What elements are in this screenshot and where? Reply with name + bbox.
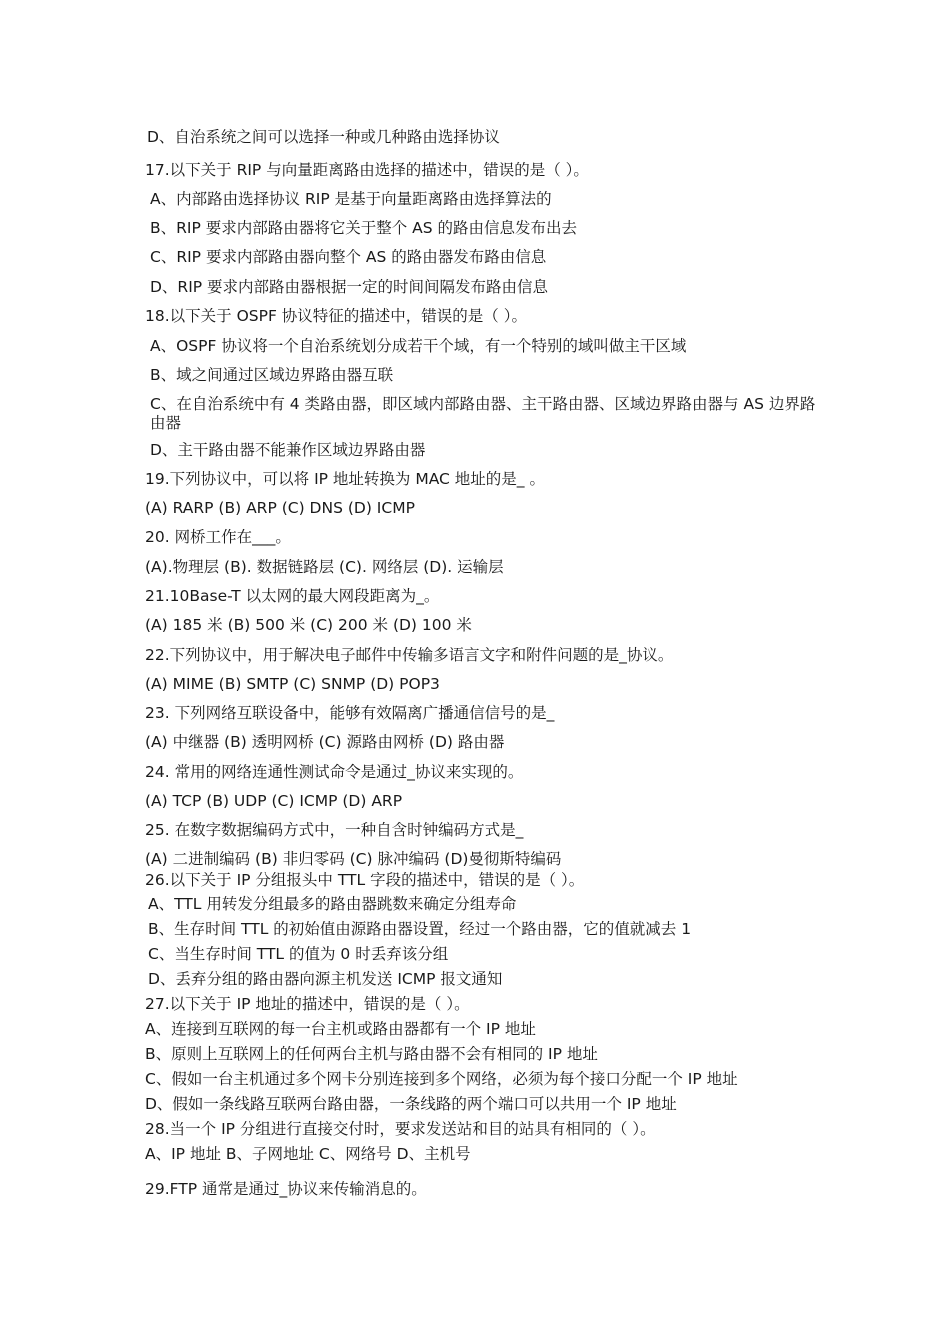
question-text: 26.以下关于 IP 分组报头中 TTL 字段的描述中，错误的是（ ）。: [145, 871, 585, 889]
question-text: 22.下列协议中，用于解决电子邮件中传输多语言文字和附件问题的是_协议。: [145, 646, 674, 664]
option-text: B、原则上互联网上的任何两台主机与路由器不会有相同的 IP 地址: [145, 1045, 598, 1063]
option-text: D、RIP 要求内部路由器根据一定的时间间隔发布路由信息: [150, 278, 549, 296]
option-text: B、RIP 要求内部路由器将它关于整个 AS 的路由信息发布出去: [150, 219, 578, 237]
option-text: A、TTL 用转发分组最多的路由器跳数来确定分组寿命: [148, 895, 517, 913]
option-text: D、主干路由器不能兼作区域边界路由器: [150, 441, 426, 459]
option-text: A、内部路由选择协议 RIP 是基于向量距离路由选择算法的: [150, 190, 552, 208]
option-text: (A) TCP (B) UDP (C) ICMP (D) ARP: [145, 792, 403, 810]
question-text: 20. 网桥工作在___。: [145, 528, 291, 546]
question-text: 25. 在数字数据编码方式中，一种自含时钟编码方式是_: [145, 821, 524, 839]
question-text: 24. 常用的网络连通性测试命令是通过_协议来实现的。: [145, 763, 524, 781]
option-text: A、连接到互联网的每一台主机或路由器都有一个 IP 地址: [145, 1020, 536, 1038]
question-text: 27.以下关于 IP 地址的描述中，错误的是（ ）。: [145, 995, 470, 1013]
option-text: C、RIP 要求内部路由器向整个 AS 的路由器发布路由信息: [150, 248, 547, 266]
option-text: (A) MIME (B) SMTP (C) SNMP (D) POP3: [145, 675, 440, 693]
question-text: 18.以下关于 OSPF 协议特征的描述中，错误的是（ ）。: [145, 307, 527, 325]
question-text: 23. 下列网络互联设备中，能够有效隔离广播通信信号的是_: [145, 704, 555, 722]
option-text: B、生存时间 TTL 的初始值由源路由器设置，经过一个路由器，它的值就减去 1: [148, 920, 692, 938]
question-text: 17.以下关于 RIP 与向量距离路由选择的描述中，错误的是（ ）。: [145, 161, 589, 179]
option-text: C、在自治系统中有 4 类路由器，即区域内部路由器、主干路由器、区域边界路由器与 AS 边界路由器: [150, 395, 816, 432]
option-text: B、域之间通过区域边界路由器互联: [150, 366, 394, 384]
option-text: (A) 中继器 (B) 透明网桥 (C) 源路由网桥 (D) 路由器: [145, 733, 505, 751]
option-text: C、假如一台主机通过多个网卡分别连接到多个网络，必须为每个接口分配一个 IP 地址: [145, 1070, 738, 1088]
option-text: C、当生存时间 TTL 的值为 0 时丢弃该分组: [148, 945, 449, 963]
option-text: A、OSPF 协议将一个自治系统划分成若干个域，有一个特别的域叫做主干区域: [150, 337, 687, 355]
option-text: D、假如一条线路互联两台路由器，一条线路的两个端口可以共用一个 IP 地址: [145, 1095, 677, 1113]
question-text: 28.当一个 IP 分组进行直接交付时，要求发送站和目的站具有相同的（ ）。: [145, 1120, 656, 1138]
option-text: (A).物理层 (B). 数据链路层 (C). 网络层 (D). 运输层: [145, 558, 504, 576]
question-text: 19.下列协议中，可以将 IP 地址转换为 MAC 地址的是_ 。: [145, 470, 545, 488]
text-line: D、自治系统之间可以选择一种或几种路由选择协议: [147, 128, 500, 146]
option-text: D、丢弃分组的路由器向源主机发送 ICMP 报文通知: [148, 970, 503, 988]
question-text: 21.10Base-T 以太网的最大网段距离为_。: [145, 587, 440, 605]
question-text: 29.FTP 通常是通过_协议来传输消息的。: [145, 1180, 427, 1198]
option-text: (A) 185 米 (B) 500 米 (C) 200 米 (D) 100 米: [145, 616, 472, 634]
option-text: (A) RARP (B) ARP (C) DNS (D) ICMP: [145, 499, 415, 517]
option-text: A、IP 地址 B、子网地址 C、网络号 D、主机号: [145, 1145, 471, 1163]
option-text: (A) 二进制编码 (B) 非归零码 (C) 脉冲编码 (D)曼彻斯特编码: [145, 850, 562, 868]
